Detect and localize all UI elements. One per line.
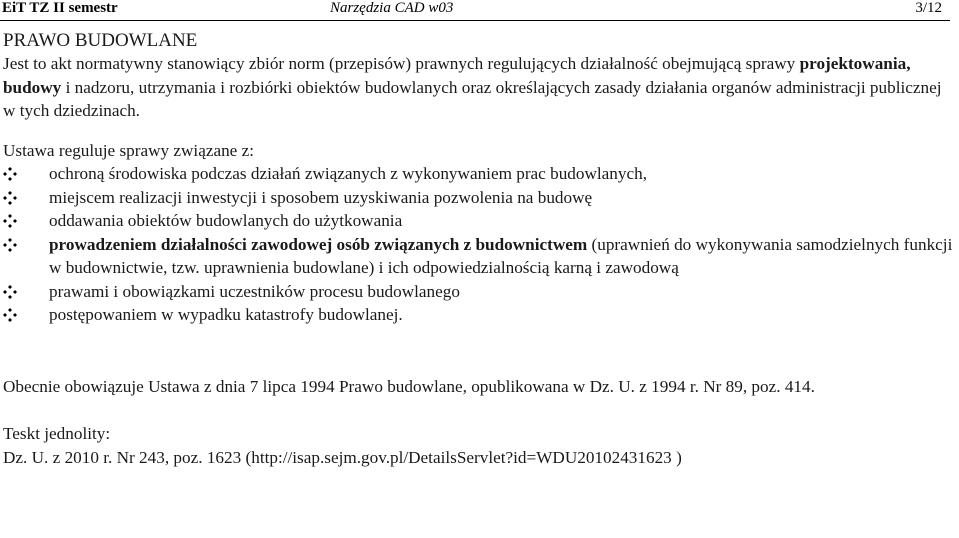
- list-item-text: postępowaniem w wypadku katastrofy budowlanej.: [49, 305, 403, 324]
- four-diamond-bullet-icon: [3, 191, 17, 205]
- scope-list: [3, 162, 953, 327]
- list-item: [3, 280, 953, 304]
- list-item-text: prawami i obowiązkami uczestników procesu budowlanego: [49, 281, 460, 301]
- list-item-text: (uprawnień do wykonywania samodzielnych funkcji w budownictwie, tzw. uprawnienia budowlane) i ich odpowiedzialnością karną i zawodową: [49, 234, 953, 277]
- list-item-text: oddawania obiektów budowlanych do użytkowania: [49, 211, 403, 230]
- list-item: [3, 233, 953, 280]
- four-diamond-bullet-icon: [3, 308, 17, 322]
- consolidated-label: Teskt jednolity:: [3, 424, 111, 443]
- list-item-bold: prowadzeniem działalności zawodowej osób związanych z budownictwem: [49, 234, 588, 254]
- intro-text-2: i nadzoru, utrzymania i rozbiórki obiektów budowlanych oraz określających zasady działania organów administracji publicznej w tych dziedzinach.: [3, 77, 942, 120]
- list-item: [3, 162, 953, 186]
- document-body: [3, 29, 953, 469]
- current-law-paragraph: Obecnie obowiązuje Ustawa z dnia 7 lipca 1994 Prawo budowlane, opublikowana w Dz. U. z 1994 r. Nr 89, poz. 414.: [3, 376, 815, 396]
- lecture-title: Narzędzia CAD w03: [330, 0, 454, 16]
- list-item: [3, 186, 953, 210]
- intro-paragraph: [3, 52, 953, 123]
- four-diamond-bullet-icon: [3, 214, 17, 228]
- intro-bold: projektowania, budowy: [3, 54, 911, 97]
- page-number: 3/12: [915, 0, 942, 16]
- course-label: EiT TZ II semestr: [2, 0, 118, 16]
- list-item: [3, 303, 953, 327]
- list-item-text: miejscem realizacji inwestycji i sposobem uzyskiwania pozwolenia na budowę: [49, 187, 593, 207]
- consolidated-reference[interactable]: Dz. U. z 2010 r. Nr 243, poz. 1623 (http://isap.sejm.gov.pl/DetailsServlet?id=WDU20102431623 ): [3, 447, 682, 467]
- list-item-text: ochroną środowiska podczas działań związanych z wykonywaniem prac budowlanych,: [49, 164, 648, 183]
- intro-text-1: Jest to akt normatywny stanowiący zbiór norm (przepisów) prawnych regulujących działalność obejmującą sprawy: [3, 54, 800, 73]
- page-header: [0, 0, 950, 21]
- section-title: PRAWO BUDOWLANE: [3, 30, 198, 51]
- scope-heading: Ustawa reguluje sprawy związane z:: [3, 140, 255, 160]
- four-diamond-bullet-icon: [3, 238, 17, 252]
- four-diamond-bullet-icon: [3, 285, 17, 299]
- four-diamond-bullet-icon: [3, 167, 17, 181]
- list-item: [3, 209, 953, 233]
